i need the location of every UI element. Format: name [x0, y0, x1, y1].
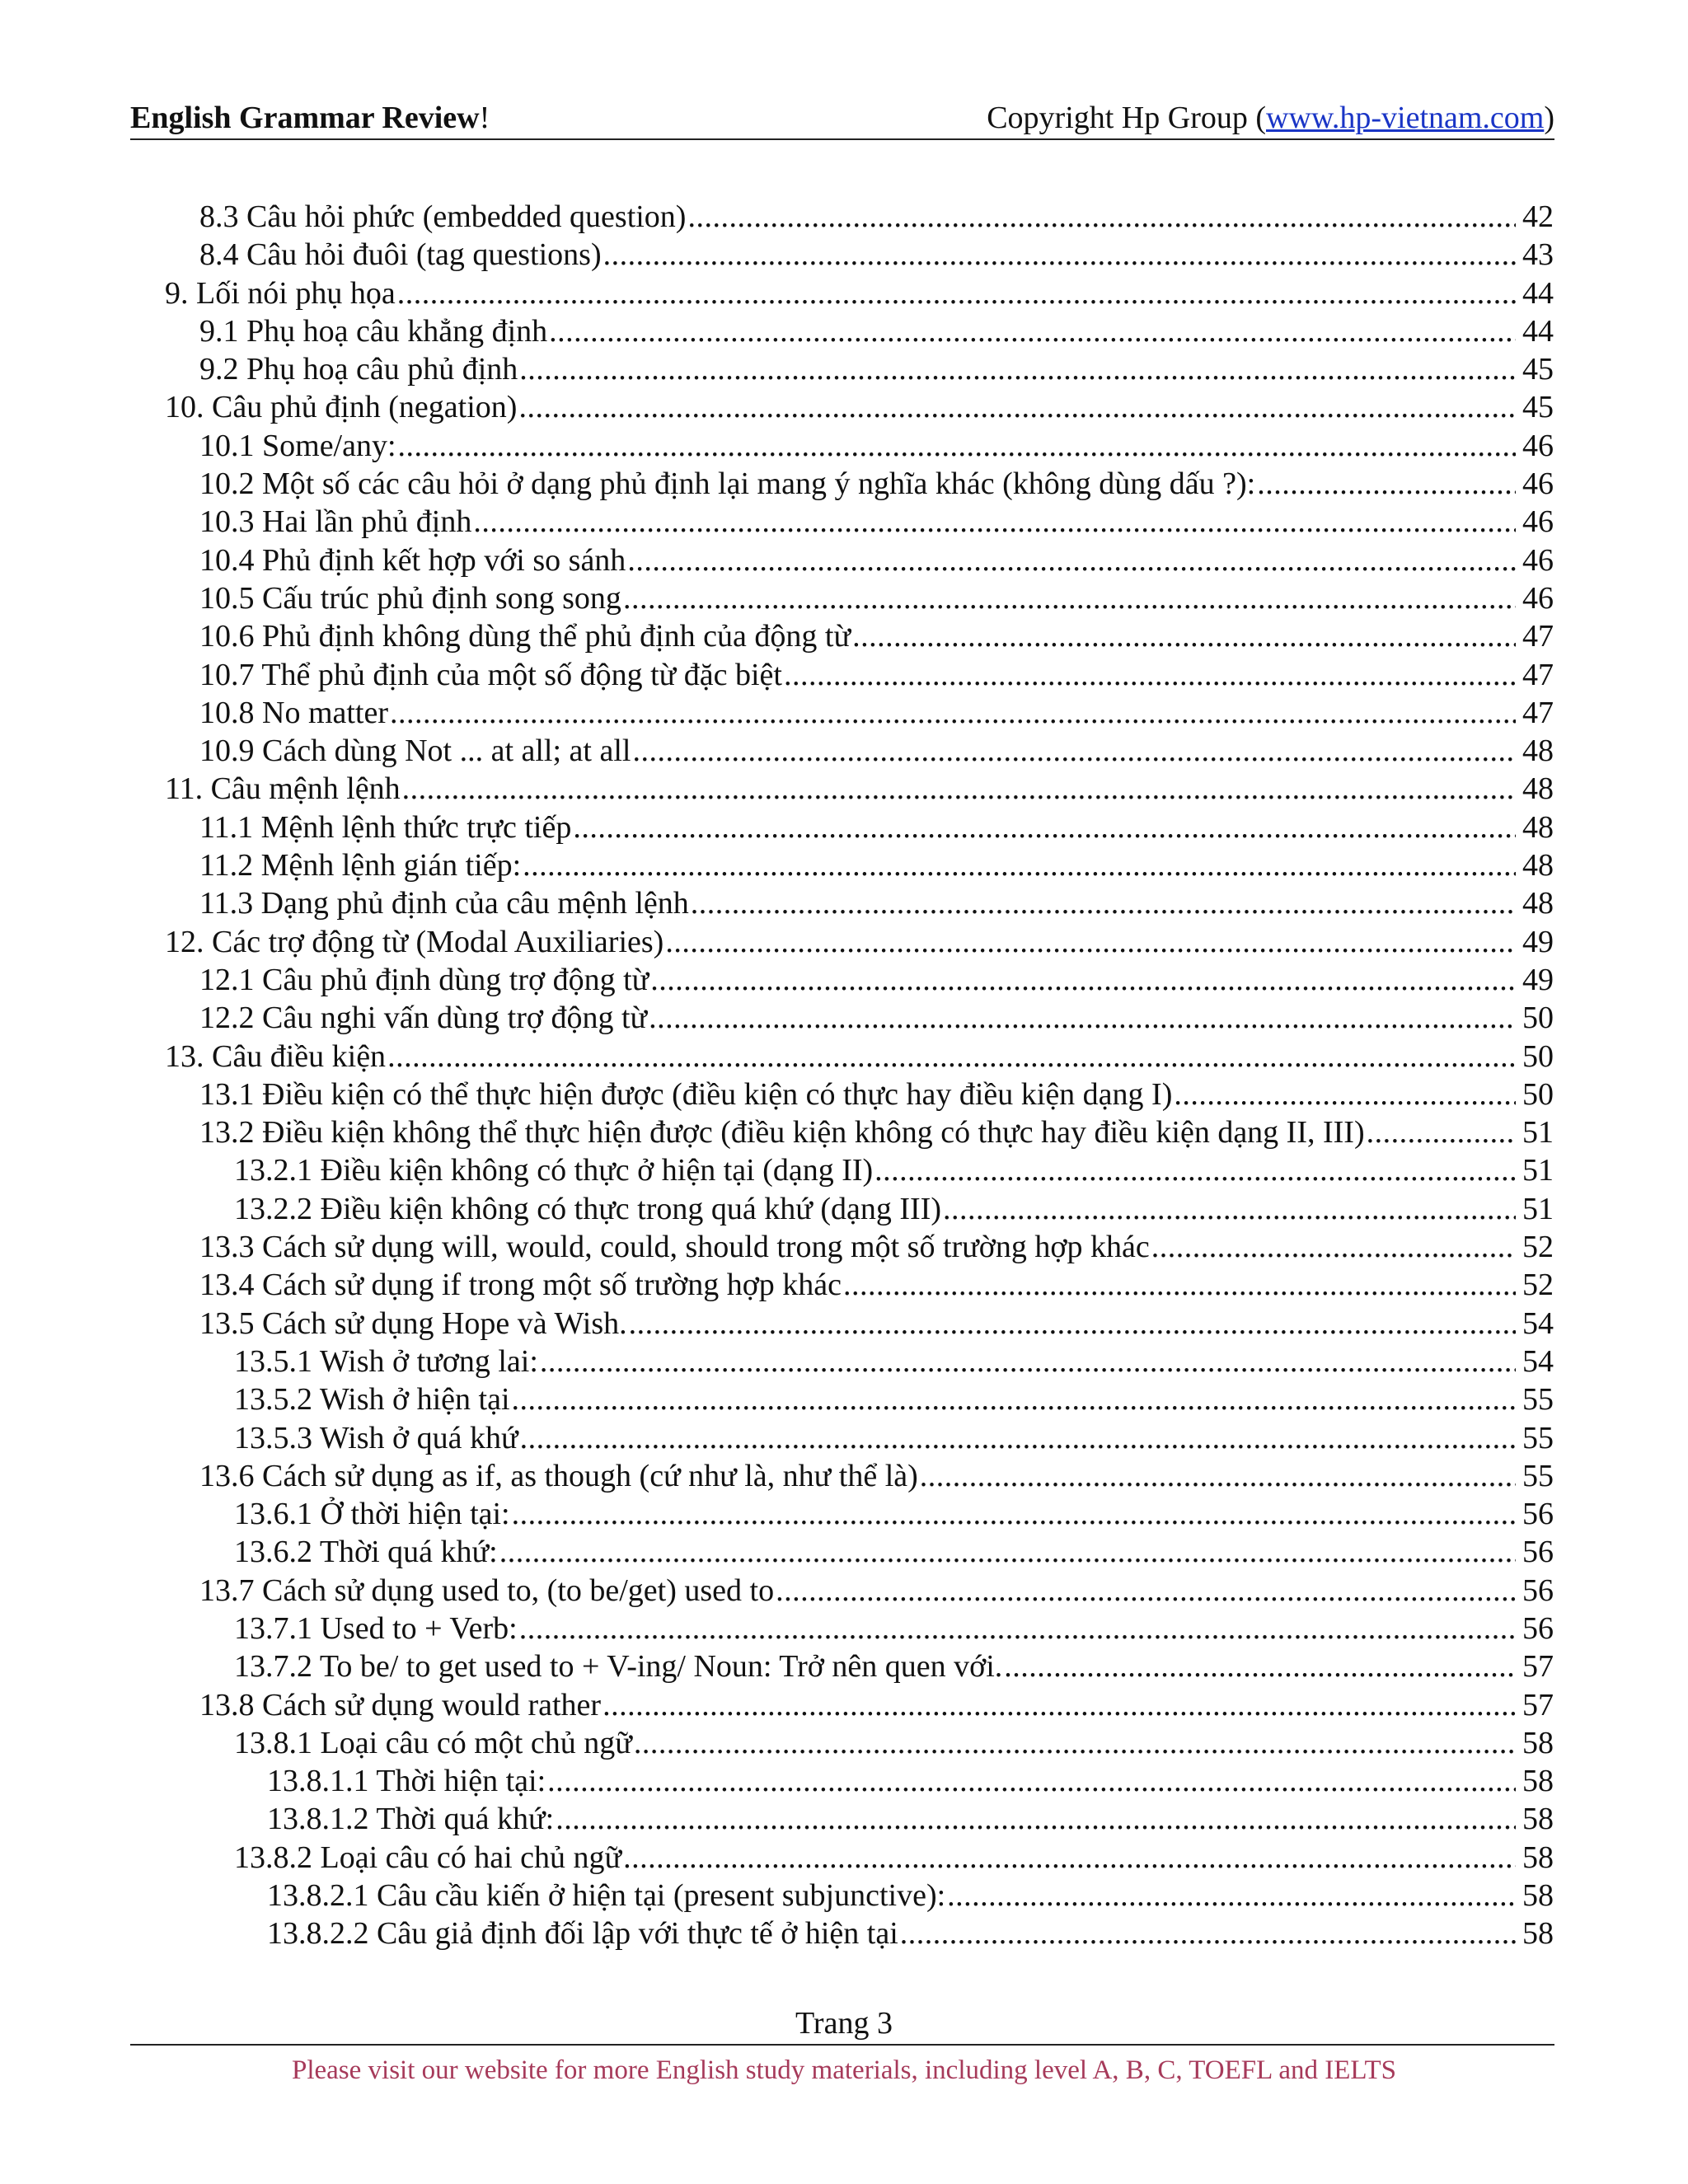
toc-dot-leader — [776, 1572, 1516, 1610]
toc-entry-page: 47 — [1522, 619, 1554, 654]
toc-entry-title: 8.3 Câu hỏi phức (embedded question) — [199, 199, 687, 234]
toc-dot-leader — [402, 770, 1516, 808]
toc-entry-title: 10.6 Phủ định không dùng thể phủ định của động từ — [199, 619, 851, 654]
toc-dot-leader — [1367, 1113, 1516, 1151]
toc-entry[interactable] — [165, 694, 1554, 732]
toc-entry-title: 10. Câu phủ định (negation) — [165, 390, 518, 425]
toc-entry-page: 48 — [1522, 733, 1554, 769]
toc-entry[interactable] — [165, 1190, 1554, 1228]
footer-divider — [130, 2044, 1554, 2046]
website-link[interactable]: www.hp-vietnam.com — [1266, 101, 1545, 135]
toc-entry-title: 12.2 Câu nghi vấn dùng trợ động từ — [199, 1001, 648, 1036]
toc-entry[interactable] — [165, 884, 1554, 922]
toc-entry-title: 11.2 Mệnh lệnh gián tiếp: — [199, 848, 522, 883]
toc-entry-title: 13.7.2 To be/ to get used to + V-ing/ Noun: Trở nên quen với. — [234, 1649, 1003, 1685]
toc-entry[interactable] — [165, 1380, 1554, 1418]
toc-entry-page: 58 — [1522, 1764, 1554, 1799]
toc-dot-leader — [687, 198, 1516, 236]
toc-entry-title: 13.7.1 Used to + Verb: — [234, 1610, 518, 1646]
toc-entry[interactable] — [165, 1647, 1554, 1685]
toc-entry-page: 50 — [1522, 1076, 1554, 1112]
toc-entry-title: 10.2 Một số các câu hỏi ở dạng phủ định lại mang ý nghĩa khác (không dùng dấu ?): — [199, 466, 1256, 502]
toc-entry[interactable] — [165, 1724, 1554, 1762]
toc-entry-page: 51 — [1522, 1191, 1554, 1226]
toc-entry-title: 13.8.1.2 Thời quá khứ: — [267, 1802, 555, 1837]
toc-dot-leader — [1174, 1076, 1516, 1113]
toc-entry[interactable] — [165, 1151, 1554, 1189]
toc-dot-leader — [398, 427, 1516, 465]
toc-dot-leader — [900, 1915, 1516, 1952]
page-number: Trang 3 — [795, 2006, 893, 2041]
toc-entry-page: 58 — [1522, 1840, 1554, 1875]
toc-entry-title: 13.4 Cách sử dụng if trong một số trường hợp khác — [199, 1268, 842, 1303]
toc-entry-title: 10.1 Some/any: — [199, 428, 396, 463]
toc-entry-page: 49 — [1522, 962, 1554, 997]
toc-entry[interactable] — [165, 388, 1554, 426]
toc-entry-title: 10.3 Hai lần phủ định — [199, 504, 472, 540]
toc-entry-title: 9.1 Phụ hoạ câu khẳng định — [199, 313, 548, 349]
toc-entry-title: 12. Các trợ động từ (Modal Auxiliaries) — [165, 924, 664, 959]
toc-entry[interactable] — [165, 1877, 1554, 1915]
toc-dot-leader — [650, 961, 1516, 999]
toc-dot-leader — [547, 1762, 1516, 1800]
toc-dot-leader — [387, 1038, 1516, 1076]
toc-dot-leader — [390, 694, 1516, 732]
toc-entry-title: 13.8.1 Loại câu có một chủ ngữ — [234, 1725, 632, 1760]
toc-entry[interactable] — [165, 1800, 1554, 1838]
document-title-suffix: ! — [479, 101, 490, 135]
toc-entry-title: 13.2 Điều kiện không thể thực hiện được (điều kiện không có thực hay điều kiện dạng II, III) — [199, 1115, 1365, 1151]
toc-entry[interactable] — [165, 274, 1554, 312]
toc-entry[interactable] — [165, 1610, 1554, 1647]
toc-entry-title: 10.9 Cách dùng Not ... at all; at all — [199, 733, 631, 769]
toc-entry-title: 13.5.3 Wish ở quá khứ — [234, 1420, 518, 1455]
toc-dot-leader — [920, 1457, 1516, 1495]
toc-entry-page: 54 — [1522, 1305, 1554, 1341]
toc-entry-page: 46 — [1522, 580, 1554, 616]
toc-entry-page: 52 — [1522, 1230, 1554, 1265]
toc-entry[interactable] — [165, 1495, 1554, 1533]
toc-entry-title: 13.8 Cách sử dụng would rather — [199, 1687, 602, 1722]
footer-note: Please visit our website for more English study materials, including level A, B, C, TOEFL and IELTS — [291, 2055, 1396, 2085]
toc-entry-title: 10.5 Cấu trúc phủ định song song — [199, 580, 621, 616]
toc-entry[interactable] — [165, 465, 1554, 503]
toc-entry-page: 47 — [1522, 695, 1554, 730]
toc-entry[interactable] — [165, 617, 1554, 655]
toc-entry-page: 52 — [1522, 1268, 1554, 1303]
toc-dot-leader — [623, 579, 1516, 617]
toc-entry-page: 49 — [1522, 924, 1554, 959]
toc-entry-page: 46 — [1522, 466, 1554, 502]
toc-dot-leader — [518, 388, 1516, 426]
toc-entry-page: 51 — [1522, 1153, 1554, 1188]
toc-entry[interactable] — [165, 579, 1554, 617]
copyright-prefix: Copyright Hp Group ( — [987, 101, 1266, 135]
toc-entry[interactable] — [165, 1266, 1554, 1304]
toc-entry-page: 51 — [1522, 1115, 1554, 1151]
toc-dot-leader — [556, 1800, 1516, 1838]
toc-entry-title: 10.8 No matter — [199, 695, 389, 730]
toc-entry[interactable] — [165, 236, 1554, 274]
toc-dot-leader — [629, 1305, 1516, 1343]
toc-entry-title: 13.3 Cách sử dụng will, would, could, should trong một số trường hợp khác — [199, 1230, 1150, 1265]
toc-entry-title: 10.4 Phủ định kết hợp với so sánh — [199, 542, 626, 578]
toc-entry[interactable] — [165, 1228, 1554, 1266]
toc-entry-page: 44 — [1522, 275, 1554, 311]
toc-entry[interactable] — [165, 923, 1554, 961]
toc-entry-page: 45 — [1522, 352, 1554, 387]
toc-entry-page: 55 — [1522, 1420, 1554, 1455]
toc-dot-leader — [947, 1877, 1516, 1915]
toc-entry[interactable] — [165, 1305, 1554, 1343]
toc-dot-leader — [665, 923, 1516, 961]
toc-entry-page: 48 — [1522, 771, 1554, 807]
toc-entry-page: 57 — [1522, 1687, 1554, 1722]
toc-dot-leader — [784, 656, 1516, 694]
toc-entry-title: 13.8.2.2 Câu giả định đối lập với thực tế ở hiện tại — [267, 1916, 898, 1952]
toc-dot-leader — [540, 1343, 1516, 1380]
document-title-bold: English Grammar Review — [130, 101, 480, 135]
toc-entry-page: 48 — [1522, 809, 1554, 845]
toc-entry[interactable] — [165, 198, 1554, 236]
toc-dot-leader — [519, 350, 1516, 388]
toc-entry[interactable] — [165, 656, 1554, 694]
toc-dot-leader — [520, 1419, 1516, 1457]
toc-dot-leader — [603, 1686, 1516, 1724]
toc-entry-title: 13. Câu điều kiện — [165, 1038, 387, 1074]
toc-dot-leader — [523, 846, 1516, 884]
toc-dot-leader — [943, 1190, 1516, 1228]
toc-entry-page: 42 — [1522, 199, 1554, 234]
table-of-contents — [165, 198, 1554, 1953]
toc-entry-page: 44 — [1522, 313, 1554, 349]
toc-entry-title: 13.6.1 Ở thời hiện tại: — [234, 1497, 510, 1532]
toc-dot-leader — [1151, 1228, 1516, 1266]
toc-entry-page: 56 — [1522, 1535, 1554, 1570]
toc-dot-leader — [874, 1151, 1516, 1189]
toc-dot-leader — [473, 503, 1516, 541]
header-divider — [130, 138, 1554, 140]
toc-entry[interactable] — [165, 1076, 1554, 1113]
toc-entry-page: 57 — [1522, 1649, 1554, 1685]
toc-dot-leader — [1004, 1647, 1516, 1685]
toc-entry-title: 12.1 Câu phủ định dùng trợ động từ — [199, 962, 649, 997]
toc-dot-leader — [634, 1724, 1516, 1762]
toc-entry[interactable] — [165, 732, 1554, 770]
toc-dot-leader — [512, 1380, 1516, 1418]
toc-entry[interactable] — [165, 1419, 1554, 1457]
toc-entry[interactable] — [165, 770, 1554, 808]
toc-entry-page: 58 — [1522, 1916, 1554, 1952]
toc-entry-title: 13.6 Cách sử dụng as if, as though (cứ như là, như thể là) — [199, 1458, 918, 1493]
toc-entry-title: 13.5 Cách sử dụng Hope và Wish. — [199, 1305, 627, 1341]
toc-entry[interactable] — [165, 1113, 1554, 1151]
toc-entry[interactable] — [165, 541, 1554, 579]
toc-dot-leader — [649, 999, 1516, 1037]
toc-entry[interactable] — [165, 1343, 1554, 1380]
toc-dot-leader — [573, 808, 1516, 846]
toc-entry-page: 46 — [1522, 428, 1554, 463]
toc-dot-leader — [549, 312, 1516, 350]
toc-entry-page: 54 — [1522, 1343, 1554, 1379]
toc-entry[interactable] — [165, 1686, 1554, 1724]
toc-entry[interactable] — [165, 808, 1554, 846]
page-header — [130, 97, 1554, 138]
toc-entry-title: 13.8.2.1 Câu cầu kiến ở hiện tại (present subjunctive): — [267, 1878, 946, 1914]
toc-entry-page: 43 — [1522, 237, 1554, 273]
toc-entry-page: 50 — [1522, 1038, 1554, 1074]
toc-entry[interactable] — [165, 350, 1554, 388]
toc-entry[interactable] — [165, 1533, 1554, 1571]
toc-dot-leader — [623, 1839, 1516, 1877]
toc-dot-leader — [397, 274, 1516, 312]
toc-dot-leader — [512, 1495, 1516, 1533]
toc-entry[interactable] — [165, 312, 1554, 350]
toc-entry[interactable] — [165, 503, 1554, 541]
toc-entry[interactable] — [165, 1762, 1554, 1800]
toc-dot-leader — [852, 617, 1516, 655]
toc-dot-leader — [603, 236, 1516, 274]
toc-entry-title: 9.2 Phụ hoạ câu phủ định — [199, 352, 518, 387]
toc-entry-title: 11.3 Dạng phủ định của câu mệnh lệnh — [199, 886, 689, 921]
toc-entry-page: 56 — [1522, 1497, 1554, 1532]
toc-entry[interactable] — [165, 999, 1554, 1037]
toc-entry-title: 13.8.1.1 Thời hiện tại: — [267, 1764, 546, 1799]
toc-entry-page: 50 — [1522, 1001, 1554, 1036]
toc-entry-page: 46 — [1522, 504, 1554, 540]
toc-dot-leader — [632, 732, 1516, 770]
toc-entry-title: 11. Câu mệnh lệnh — [165, 771, 401, 807]
toc-entry-title: 8.4 Câu hỏi đuôi (tag questions) — [199, 237, 602, 273]
toc-entry-title: 13.8.2 Loại câu có hai chủ ngữ — [234, 1840, 622, 1875]
toc-dot-leader — [843, 1266, 1516, 1304]
toc-entry[interactable] — [165, 1572, 1554, 1610]
toc-entry[interactable] — [165, 1839, 1554, 1877]
toc-dot-leader — [627, 541, 1516, 579]
toc-entry[interactable] — [165, 1915, 1554, 1952]
toc-entry-title: 13.5.1 Wish ở tương lai: — [234, 1343, 538, 1379]
copyright-notice — [987, 97, 1554, 138]
toc-entry-page: 46 — [1522, 542, 1554, 578]
toc-entry-title: 13.7 Cách sử dụng used to, (to be/get) used to — [199, 1572, 775, 1608]
toc-dot-leader — [519, 1610, 1516, 1647]
toc-dot-leader — [1257, 465, 1516, 503]
toc-entry-title: 9. Lối nói phụ họa — [165, 275, 396, 311]
toc-entry-title: 13.6.2 Thời quá khứ: — [234, 1535, 498, 1570]
toc-entry-page: 55 — [1522, 1382, 1554, 1418]
toc-entry-page: 58 — [1522, 1802, 1554, 1837]
toc-entry[interactable] — [165, 1457, 1554, 1495]
toc-entry-title: 11.1 Mệnh lệnh thức trực tiếp — [199, 809, 572, 845]
toc-dot-leader — [499, 1533, 1516, 1571]
toc-entry-page: 56 — [1522, 1572, 1554, 1608]
toc-entry-page: 58 — [1522, 1725, 1554, 1760]
toc-entry-page: 48 — [1522, 886, 1554, 921]
toc-entry[interactable] — [165, 1038, 1554, 1076]
toc-entry-title: 10.7 Thể phủ định của một số động từ đặc biệt — [199, 657, 782, 692]
toc-entry-title: 13.2.2 Điều kiện không có thực trong quá khứ (dạng III) — [234, 1191, 941, 1226]
toc-entry-title: 13.5.2 Wish ở hiện tại — [234, 1382, 510, 1418]
toc-entry-page: 58 — [1522, 1878, 1554, 1914]
toc-entry-page: 56 — [1522, 1610, 1554, 1646]
toc-entry-page: 47 — [1522, 657, 1554, 692]
toc-entry-title: 13.1 Điều kiện có thể thực hiện được (điều kiện có thực hay điều kiện dạng I) — [199, 1076, 1173, 1112]
toc-entry[interactable] — [165, 427, 1554, 465]
toc-entry[interactable] — [165, 846, 1554, 884]
toc-entry[interactable] — [165, 961, 1554, 999]
copyright-suffix: ) — [1544, 101, 1554, 135]
toc-entry-page: 48 — [1522, 848, 1554, 883]
toc-entry-page: 45 — [1522, 390, 1554, 425]
toc-entry-page: 55 — [1522, 1458, 1554, 1493]
toc-dot-leader — [691, 884, 1516, 922]
document-title — [130, 97, 490, 138]
toc-entry-title: 13.2.1 Điều kiện không có thực ở hiện tại (dạng II) — [234, 1153, 874, 1188]
